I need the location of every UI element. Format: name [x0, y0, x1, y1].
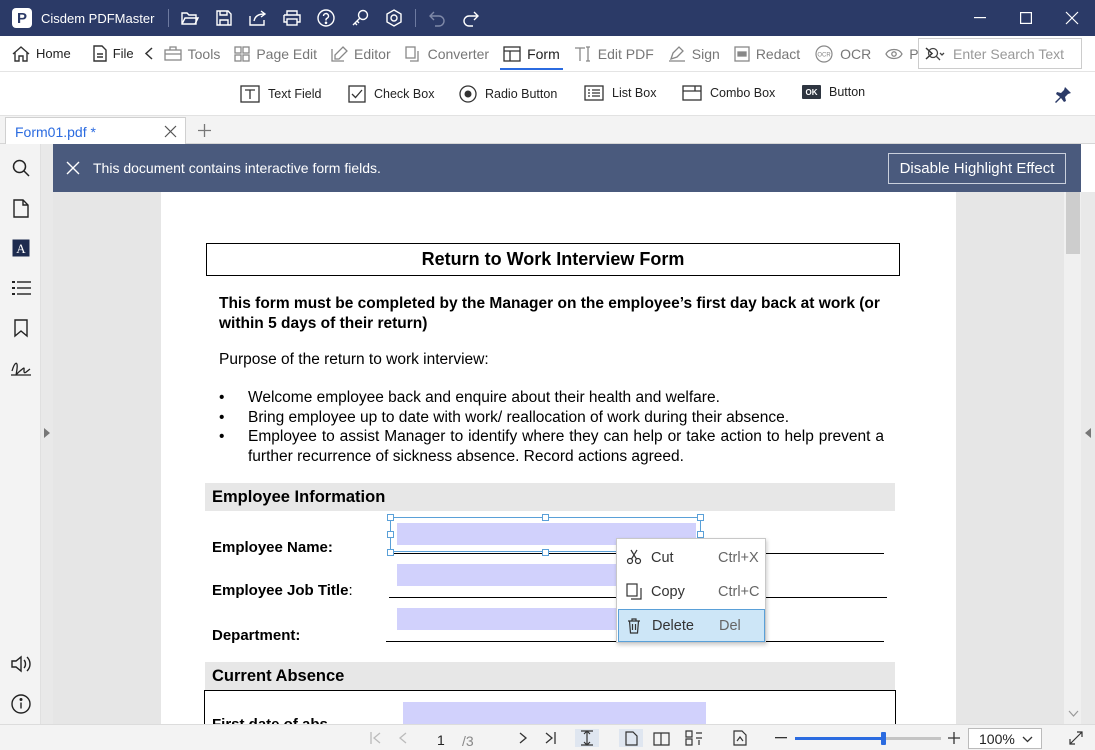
- menu-form-label: Form: [527, 45, 560, 62]
- two-page-icon[interactable]: [652, 729, 672, 747]
- job-title-text: Employee Job Title: [212, 582, 349, 599]
- list-box-tool[interactable]: [584, 85, 656, 101]
- context-cut-shortcut: Ctrl+X: [718, 549, 759, 566]
- context-copy-shortcut: Ctrl+C: [718, 583, 760, 600]
- eye-icon: [885, 48, 903, 60]
- menu-sign[interactable]: [661, 36, 727, 72]
- menu-tools-label: Tools: [187, 45, 221, 62]
- fullscreen-icon[interactable]: [1066, 729, 1086, 747]
- document-tab[interactable]: [5, 117, 186, 145]
- title-bar: [0, 0, 1095, 36]
- menu-redact-label: Redact: [755, 45, 801, 62]
- close-window-button[interactable]: [1049, 0, 1095, 36]
- menu-tools[interactable]: [157, 36, 228, 72]
- combo-box-label: Combo Box: [710, 86, 776, 100]
- svg-text:OCR: OCR: [817, 52, 831, 58]
- bookmark-icon[interactable]: [10, 317, 32, 339]
- home-icon: [12, 46, 30, 62]
- menu-home-label: Home: [36, 46, 71, 61]
- font-icon[interactable]: [10, 237, 32, 259]
- search-icon: [927, 47, 945, 61]
- menu-protect-label: P: [909, 45, 919, 62]
- vertical-scrollbar[interactable]: [1064, 192, 1081, 724]
- app-title: Cisdem PDFMaster: [41, 10, 155, 26]
- check-box-label: Check Box: [374, 87, 435, 101]
- zoom-slider[interactable]: [795, 737, 941, 740]
- scroll-down-icon[interactable]: [1069, 711, 1078, 717]
- read-aloud-icon[interactable]: [10, 653, 32, 675]
- radio-button-label: Radio Button: [485, 87, 558, 101]
- search-icon[interactable]: [10, 157, 32, 179]
- search-input[interactable]: Enter Search Text: [953, 45, 1065, 62]
- zoom-in-icon[interactable]: [944, 729, 964, 747]
- current-page[interactable]: 1: [437, 732, 445, 748]
- maximize-button[interactable]: [1003, 0, 1049, 36]
- menu-home[interactable]: [5, 36, 78, 72]
- left-sidebar: [0, 144, 41, 750]
- intro-paragraph: This form must be completed by the Manager on the employee’s first day back at work (or within 5 days of their return): [219, 295, 880, 332]
- scissors-icon: [626, 549, 642, 565]
- undo-icon[interactable]: [420, 0, 454, 36]
- tools-icon: [164, 46, 182, 61]
- page-edit-icon: [234, 46, 250, 62]
- single-page-icon[interactable]: [619, 729, 643, 747]
- bullet-item: • Welcome employee back and enquire about their health and welfare.: [219, 388, 884, 408]
- document-title: Return to Work Interview Form: [206, 243, 900, 276]
- form-icon: [503, 46, 521, 62]
- open-folder-icon[interactable]: [173, 0, 207, 36]
- list-box-label: List Box: [612, 86, 657, 100]
- first-page-icon[interactable]: [365, 729, 385, 747]
- file-icon: [93, 45, 107, 62]
- zoom-value: 100%: [979, 730, 1015, 747]
- document-viewer: [53, 144, 1081, 724]
- previous-page-icon[interactable]: [393, 729, 413, 747]
- menu-form[interactable]: [496, 36, 567, 72]
- context-copy-label: Copy: [651, 583, 685, 600]
- document-tab-label: Form01.pdf *: [15, 123, 96, 140]
- menu-ocr-label: OCR: [840, 45, 872, 62]
- help-icon[interactable]: [309, 0, 343, 36]
- resize-handle[interactable]: [387, 514, 394, 521]
- section-employee-information: Employee Information: [205, 483, 895, 511]
- menu-edit-pdf[interactable]: [567, 36, 661, 72]
- copy-icon: [626, 583, 642, 600]
- ok-button-icon: OK: [802, 85, 821, 99]
- form-notification-bar: [53, 144, 1081, 192]
- section-current-absence: Current Absence: [205, 662, 895, 690]
- context-cut[interactable]: [618, 541, 765, 574]
- right-panel-collapse-strip[interactable]: [1081, 192, 1095, 724]
- redact-icon: [734, 46, 750, 62]
- settings-icon[interactable]: [377, 0, 411, 36]
- last-page-icon[interactable]: [540, 729, 560, 747]
- radio-button-tool[interactable]: [459, 85, 557, 103]
- new-tab-icon[interactable]: [198, 124, 211, 140]
- pin-icon[interactable]: [1054, 86, 1072, 107]
- next-page-icon[interactable]: [513, 729, 533, 747]
- context-copy[interactable]: [618, 575, 765, 608]
- text-field-icon: [240, 85, 260, 103]
- menu-converter[interactable]: [398, 36, 496, 72]
- employee-name-label: Employee Name:: [212, 539, 333, 556]
- text-edit-icon: [574, 46, 592, 62]
- menu-file-label: File: [112, 46, 134, 61]
- svg-text:A: A: [16, 241, 26, 256]
- close-notification-icon[interactable]: [67, 162, 79, 177]
- outline-list-icon[interactable]: [10, 277, 32, 299]
- left-panel-collapse-strip[interactable]: [41, 144, 53, 724]
- checkbox-icon: [348, 85, 366, 103]
- expand-right-icon[interactable]: [1085, 428, 1091, 438]
- context-delete[interactable]: [618, 609, 765, 642]
- menu-file[interactable]: [86, 36, 141, 72]
- purpose-text: Purpose of the return to work interview:: [219, 351, 489, 368]
- info-icon[interactable]: [10, 693, 32, 715]
- disable-highlight-button[interactable]: Disable Highlight Effect: [888, 153, 1066, 184]
- rotate-page-icon[interactable]: [730, 729, 750, 747]
- app-logo: P: [12, 8, 32, 28]
- minimize-button[interactable]: [957, 0, 1003, 36]
- key-icon[interactable]: [343, 0, 377, 36]
- context-delete-label: Delete: [652, 617, 694, 634]
- ocr-icon: [814, 45, 834, 63]
- resize-handle[interactable]: [697, 531, 704, 538]
- menu-editor[interactable]: [324, 36, 398, 72]
- scroll-mode-icon[interactable]: [684, 729, 704, 747]
- page-icon[interactable]: [10, 197, 32, 219]
- resize-handle[interactable]: [542, 549, 549, 556]
- total-pages: /3: [462, 733, 474, 749]
- menu-sign-label: Sign: [691, 45, 720, 62]
- share-icon[interactable]: [241, 0, 275, 36]
- pdf-page: [161, 192, 956, 732]
- combo-box-tool[interactable]: [682, 85, 775, 101]
- resize-handle[interactable]: [387, 531, 394, 538]
- job-title-colon: :: [348, 582, 353, 599]
- bullet-item: • Employee to assist Manager to identify where they can help or take action to help prevent a further recurrence of sickness absence. Record actions agreed.: [219, 427, 884, 466]
- context-delete-shortcut: Del: [719, 617, 741, 634]
- fit-height-icon[interactable]: [575, 729, 599, 747]
- redo-icon[interactable]: [454, 0, 488, 36]
- department-label: Department:: [212, 627, 301, 644]
- button-tool-label: Button: [829, 85, 866, 99]
- zoom-slider-thumb[interactable]: [881, 732, 886, 745]
- context-cut-label: Cut: [651, 549, 674, 566]
- chevron-down-icon: [1022, 736, 1033, 743]
- list-box-icon: [584, 85, 604, 101]
- resize-handle[interactable]: [697, 514, 704, 521]
- divider: [415, 9, 416, 27]
- menu-ocr[interactable]: [807, 36, 878, 72]
- menu-edit-pdf-label: Edit PDF: [597, 45, 654, 62]
- combo-box-icon: [682, 85, 702, 101]
- job-title-label: [212, 582, 353, 599]
- check-box-tool[interactable]: [348, 85, 434, 103]
- scrollbar-thumb[interactable]: [1066, 192, 1080, 254]
- editor-icon: [331, 46, 348, 62]
- resize-handle[interactable]: [542, 514, 549, 521]
- trash-icon: [627, 618, 641, 634]
- chevron-left-icon: [145, 47, 153, 60]
- radio-button-icon: [459, 85, 477, 103]
- text-field-tool[interactable]: [240, 85, 322, 103]
- print-icon[interactable]: [275, 0, 309, 36]
- menu-redact[interactable]: [727, 36, 807, 72]
- context-menu: [616, 538, 766, 643]
- menu-converter-label: Converter: [427, 45, 490, 62]
- close-tab-icon[interactable]: [165, 124, 176, 140]
- menu-scroll-left[interactable]: [141, 36, 157, 72]
- button-tool[interactable]: [802, 85, 865, 99]
- divider: [168, 9, 169, 27]
- menu-protect[interactable]: [878, 36, 920, 72]
- converter-icon: [405, 46, 422, 62]
- save-icon[interactable]: [207, 0, 241, 36]
- text-field-label: Text Field: [268, 87, 322, 101]
- notification-message: This document contains interactive form fields.: [93, 160, 381, 176]
- document-tab-bar: [0, 116, 1095, 144]
- zoom-select[interactable]: [968, 728, 1042, 749]
- expand-left-icon[interactable]: [44, 428, 50, 438]
- zoom-slider-fill: [795, 737, 883, 740]
- status-bar: [0, 724, 1095, 750]
- sign-icon: [668, 46, 686, 62]
- form-toolbar: [0, 72, 1095, 116]
- zoom-out-icon[interactable]: [771, 729, 791, 747]
- search-box[interactable]: [918, 38, 1082, 69]
- bullet-item: • Bring employee up to date with work/ reallocation of work during their absence.: [219, 408, 884, 428]
- menu-editor-label: Editor: [354, 45, 391, 62]
- signature-icon[interactable]: [10, 357, 32, 379]
- menu-page-edit[interactable]: [227, 36, 324, 72]
- menu-page-edit-label: Page Edit: [256, 45, 318, 62]
- resize-handle[interactable]: [387, 549, 394, 556]
